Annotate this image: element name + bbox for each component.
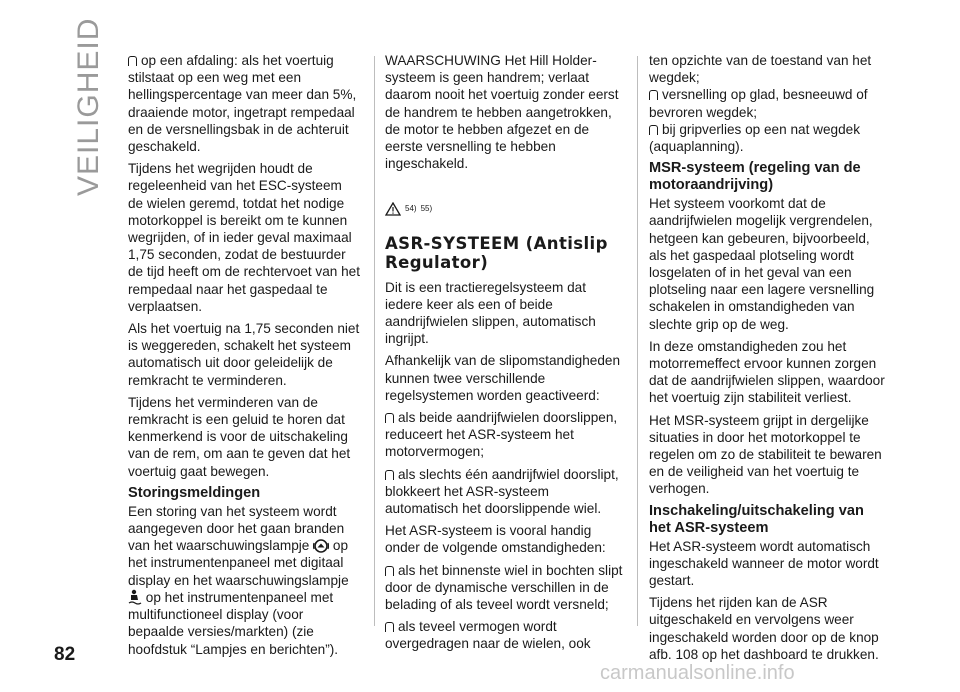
paragraph: Het systeem voorkomt dat de aandrijfwielen mogelijk vergrendelen, hetgeen kan gebeuren, bijvoorbeeld, als het gaspedaal plotseling wordt losgelaten of in het geval van een plotseling naar een lagere versnelling schakelen in omstandigheden van slechte grip op de weg. [649,196,875,332]
warning-paragraph: WAARSCHUWING Het Hill Holder-systeem is geen handrem; verlaat daarom nooit het voertuig zonder eerst de handrem te hebben aangetrokken, de motor te hebben afgezet en de eerste versnelling te hebben ingeschakeld. [385,53,619,172]
paragraph-text: op het instrumentenpaneel met digitaal display en het waarschuwingslampje [128,538,349,588]
bullet-text: op een afdaling: als het voertuig stilstaat op een weg met een hellingspercentage van meer dan 5%, draaiende motor, ingetrapt rempedaal en de versnellingsbak in de achteruit geschakeld. [128,53,357,155]
paragraph: Het MSR-systeem grijpt in dergelijke situaties in door het motorkoppel te regelen om zo de stabiliteit te bewaren en de veiligheid van het voertuig te verhogen. [649,412,882,497]
paragraph: In deze omstandigheden zou het motorremeffect ervoor kunnen zorgen dat de aandrijfwielen slippen, waardoor het voertuig zijn stabiliteit verliest. [649,338,885,406]
bullet-text: versnelling op glad, besneeuwd of bevroren wegdek; [649,87,868,120]
paragraph: ten opzichte van de toestand van het wegdek; [649,53,872,86]
column-3 [649,52,889,668]
hill-holder-warning-lamp-icon [313,539,329,553]
section-title-text: VEILIGHEID [72,17,105,196]
paragraph: Afhankelijk van de slipomstandigheden kunnen twee verschillende regelsystemen worden geactiveerd: [385,353,621,403]
driver-lamp-icon [128,589,142,605]
warning-references [385,200,625,217]
bullet-text: als het binnenste wiel in bochten slipt door de dynamische verschillen in de belading of als teveel wordt versneld; [385,562,623,613]
bullet-paragraph [385,562,625,614]
bullet-marker-icon [385,413,394,423]
column-1 [128,52,360,663]
bullet-paragraph [649,121,889,155]
paragraph: Dit is een tractieregelsysteem dat iedere keer als een of beide aandrijfwielen slippen, automatisch ingrijpt. [385,279,596,347]
paragraph-with-icons [128,503,360,658]
bullet-marker-icon [649,90,658,100]
section-title [68,17,108,196]
bullet-marker-icon [385,622,394,632]
subheading-asr-inschakeling: Inschakeling/uitschakeling van het ASR-systeem [649,502,864,536]
watermark: carmanualsonline.info [600,662,795,684]
bullet-paragraph [128,52,360,155]
paragraph: Tijdens het verminderen van de remkracht is een geluid te horen dat kenmerkend is voor de uitschakeling van de rem, om aan te geven dat het voertuig gaat bewegen. [128,394,351,479]
bullet-text: als slechts één aandrijfwiel doorslipt, blokkeert het ASR-systeem automatisch het doorslippende wiel. [385,466,619,517]
column-divider [374,56,375,626]
bullet-paragraph [385,618,625,652]
warning-triangle-icon [385,202,401,216]
bullet-paragraph [385,466,625,518]
paragraph-text: Een storing van het systeem wordt aangegeven door het gaan branden van het waarschuwingslampje [128,503,345,554]
paragraph: Het ASR-systeem is vooral handig onder de volgende omstandigheden: [385,523,606,556]
bullet-text: bij gripverlies op een nat wegdek (aquaplanning). [649,121,860,155]
paragraph-text: op het instrumentenpaneel met multifunctioneel display (voor bepaalde versies/markten) (zie hoofdstuk “Lampjes en berichten”). [128,589,339,657]
bullet-text: als teveel vermogen wordt overgedragen naar de wielen, ook [385,619,591,652]
column-divider [637,56,638,626]
paragraph: Tijdens het rijden kan de ASR uitgeschakeld en vervolgens weer ingeschakeld worden door op de knop afb. 108 op het dashboard te drukken. [649,595,879,662]
bullet-marker-icon [128,56,137,66]
paragraph: Het ASR-systeem wordt automatisch ingeschakeld wanneer de motor wordt gestart. [649,538,879,589]
page-number: 82 [54,644,76,665]
bullet-marker-icon [385,566,394,576]
bullet-paragraph [385,409,625,461]
subheading-msr-systeem: MSR-systeem (regeling van de motoraandrijving) [649,160,861,194]
paragraph: Als het voertuig na 1,75 seconden niet is weggereden, schakelt het systeem automatisch uit door geleidelijk de remkracht te verminderen. [128,321,360,388]
warning-reference[interactable]: 54) [405,204,417,214]
bullet-marker-icon [649,125,658,135]
warning-reference[interactable]: 55) [420,204,433,214]
column-2 [385,52,625,658]
bullet-paragraph [649,86,889,120]
subheading-storingsmeldingen: Storingsmeldingen [128,484,261,501]
paragraph: Tijdens het wegrijden houdt de regeleenheid van het ESC-systeem de wielen geremd, totdat het nodige motorkoppel is bereikt om te kunnen wegrijden, of in ieder geval maximaal 1,75 seconden, zodat de bestuurder de tijd heeft om de rechtervoet van het rempedaal naar het gaspedaal te verplaatsen. [128,161,360,314]
heading-asr-systeem: ASR-SYSTEEM (Antislip Regulator) [385,233,608,272]
bullet-text: als beide aandrijfwielen doorslippen, reduceert het ASR-systeem het motorvermogen; [385,410,618,460]
bullet-marker-icon [385,470,394,480]
